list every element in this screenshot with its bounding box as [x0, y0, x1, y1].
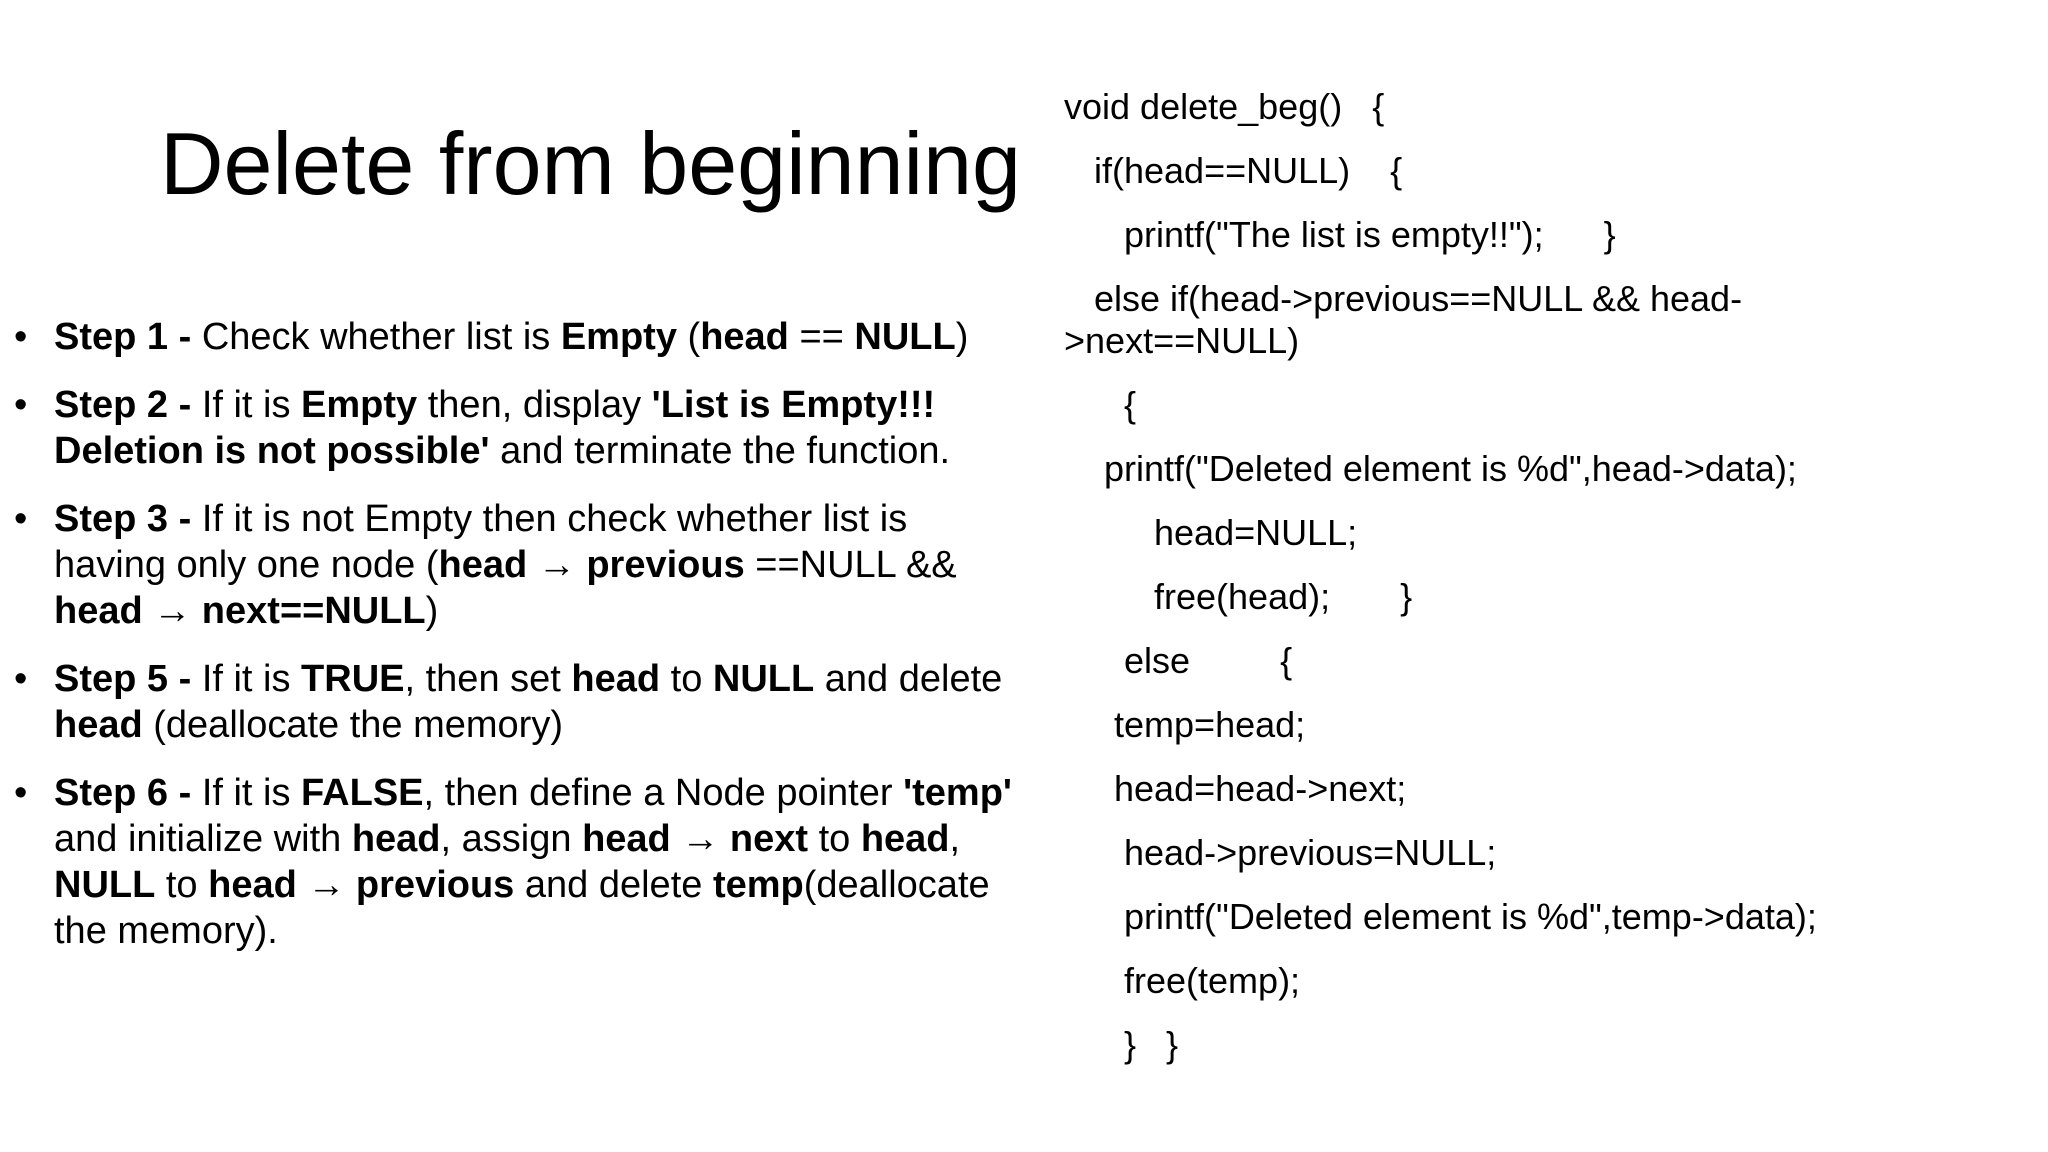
code-line: free(head); } [1064, 576, 1413, 617]
step-bold-segment: NULL [712, 658, 815, 700]
step-bold-segment: head [571, 658, 661, 700]
step-segment: to [808, 818, 861, 860]
step-segment: Check whether list is [201, 316, 561, 358]
step-text [54, 316, 968, 358]
step-segment: , then set [404, 658, 572, 700]
code-line: free(temp); [1064, 960, 1301, 1001]
step-bold-segment: 'temp' [903, 772, 1012, 814]
bullet-icon: • [14, 384, 28, 426]
step-text [54, 658, 1002, 746]
step-item [14, 382, 1024, 474]
bullet-icon: • [14, 658, 28, 700]
step-segment: If it is [201, 384, 302, 426]
step-segment: ( [676, 316, 701, 358]
step-text [54, 772, 1012, 952]
step-bold-segment: NULL [54, 864, 156, 906]
bullet-icon: • [14, 498, 28, 540]
step-bold-segment: head [54, 704, 143, 746]
step-bold-segment: TRUE [301, 658, 405, 700]
step-bold-segment: temp [712, 864, 804, 906]
step-bold-segment: NULL [854, 316, 956, 358]
code-line: head->previous=NULL; [1064, 832, 1497, 873]
code-line: void delete_beg() { [1064, 86, 1385, 127]
step-bold-segment: FALSE [301, 772, 424, 814]
bullet-icon: • [14, 316, 28, 358]
code-line: head=NULL; [1064, 512, 1358, 553]
step-bold-segment: head [700, 316, 789, 358]
step-item [14, 656, 1024, 748]
step-bold-segment: head → previous [438, 544, 745, 586]
step-segment: and terminate the function. [489, 430, 951, 472]
step-bold-segment: head [351, 818, 441, 860]
code-line: >next==NULL) [1064, 320, 1300, 361]
step-segment: == [788, 316, 855, 358]
slide-title: Delete from beginning [160, 114, 1021, 213]
steps-list [14, 314, 1024, 976]
code-line: { [1064, 384, 1137, 425]
step-text [54, 498, 957, 632]
step-segment: , [949, 818, 961, 860]
step-segment: then, display [417, 384, 652, 426]
step-bold-segment: Step 6 - [54, 772, 202, 814]
step-text [54, 384, 950, 472]
code-line: if(head==NULL) { [1064, 150, 1403, 191]
step-bold-segment: Step 2 - [54, 384, 202, 426]
step-bold-segment: head [860, 818, 950, 860]
step-segment: (deallocate the memory). [54, 864, 990, 952]
step-bold-segment: head → next==NULL [54, 590, 426, 632]
code-line: head=head->next; [1064, 768, 1407, 809]
step-segment: ==NULL && [744, 544, 957, 586]
step-segment: If it is [201, 658, 302, 700]
step-bold-segment: Empty [560, 316, 677, 358]
step-segment: and delete [514, 864, 713, 906]
step-bold-segment: Step 1 - [54, 316, 202, 358]
step-bold-segment: Step 5 - [54, 658, 202, 700]
step-item [14, 770, 1024, 954]
bullet-icon: • [14, 772, 28, 814]
step-segment: , then define a Node pointer [423, 772, 904, 814]
code-line: printf("The list is empty!!"); } [1064, 214, 1616, 255]
step-segment: and delete [814, 658, 1003, 700]
step-segment: If it is [201, 772, 302, 814]
code-line: } } [1064, 1024, 1179, 1065]
code-line: printf("Deleted element is %d",head->data); [1064, 448, 1797, 489]
step-bold-segment: 'List is Empty!!! Deletion is not possible' [54, 384, 936, 472]
step-bold-segment: head → previous [208, 864, 515, 906]
step-item [14, 496, 1024, 634]
step-bold-segment: head → next [582, 818, 809, 860]
step-item [14, 314, 1024, 360]
step-segment: ) [425, 590, 439, 632]
step-segment: , assign [440, 818, 583, 860]
step-bold-segment: Step 3 - [54, 498, 202, 540]
code-line: else { [1064, 640, 1293, 681]
code-line: temp=head; [1064, 704, 1306, 745]
step-segment: ) [955, 316, 969, 358]
step-segment: and initialize with [54, 818, 352, 860]
step-bold-segment: Empty [301, 384, 418, 426]
code-line: else if(head->previous==NULL && head- [1064, 278, 1743, 319]
step-segment: If it is not Empty then check whether list is having only one node ( [54, 498, 908, 586]
step-segment: (deallocate the memory) [142, 704, 563, 746]
step-segment: to [660, 658, 713, 700]
code-line: printf("Deleted element is %d",temp->data); [1064, 896, 1817, 937]
step-segment: to [155, 864, 209, 906]
